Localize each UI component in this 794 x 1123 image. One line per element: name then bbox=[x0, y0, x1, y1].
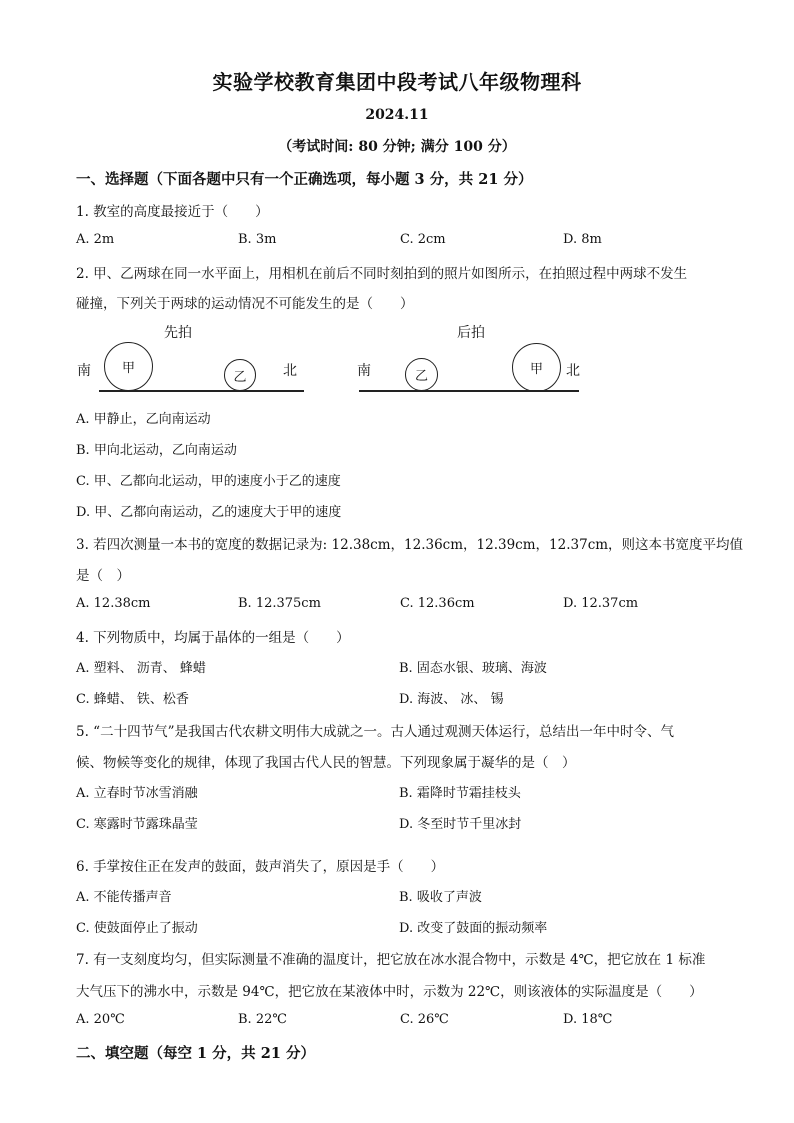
ball-yi-label: 乙 bbox=[414, 369, 428, 384]
exam-info: （考试时间: 80 分钟; 满分 100 分） bbox=[278, 139, 516, 155]
question-3-option-b: B. 12.375cm bbox=[238, 596, 321, 611]
figure-after-ground-line bbox=[359, 390, 579, 392]
question-7-option-d: D. 18℃ bbox=[563, 1012, 613, 1027]
figure-after-ball-jia bbox=[512, 343, 561, 392]
question-7-option-c: C. 26℃ bbox=[400, 1012, 449, 1027]
question-4-stem: 4. 下列物质中，均属于晶体的一组是（ ） bbox=[76, 630, 350, 646]
question-6-option-a: A. 不能传播声音 bbox=[76, 890, 172, 905]
question-5-option-d: D. 冬至时节千里冰封 bbox=[399, 817, 522, 832]
ball-jia-label: 甲 bbox=[529, 362, 543, 377]
question-2-option-a: A. 甲静止，乙向南运动 bbox=[76, 412, 211, 427]
figure-before-ball-yi bbox=[224, 359, 256, 391]
figure-before-ground-line bbox=[99, 390, 304, 392]
question-3-stem-line-1: 3. 若四次测量一本书的宽度的数据记录为: 12.38cm，12.36cm，12.39cm，12.37cm，则这本书宽度平均值 bbox=[76, 537, 744, 553]
question-4-option-b: B. 固态水银、玻璃、海波 bbox=[399, 661, 547, 676]
figure-after-ball-yi bbox=[405, 358, 438, 391]
question-3-option-c: C. 12.36cm bbox=[400, 596, 475, 611]
question-7-stem-line-2: 大气压下的沸水中，示数是 94℃，把它放在某液体中时，示数为 22℃，则该液体的实际温度是（ ） bbox=[76, 984, 703, 1000]
question-3-option-d: D. 12.37cm bbox=[563, 596, 639, 611]
section-1-title: 一、选择题（下面各题中只有一个正确选项，每小题 3 分，共 21 分） bbox=[76, 171, 533, 188]
figure-before-south-label: 南 bbox=[77, 363, 91, 379]
question-1-stem: 1. 教室的高度最接近于（ ） bbox=[76, 204, 269, 220]
question-7-option-b: B. 22℃ bbox=[238, 1012, 287, 1027]
question-6-option-d: D. 改变了鼓面的振动频率 bbox=[399, 921, 548, 936]
question-1-option-b: B. 3m bbox=[238, 232, 277, 247]
ball-jia-label: 甲 bbox=[121, 361, 135, 376]
exam-title: 实验学校教育集团中段考试八年级物理科 bbox=[212, 70, 582, 94]
figure-after-label: 后拍 bbox=[457, 325, 485, 341]
question-6-stem: 6. 手掌按住正在发声的鼓面，鼓声消失了，原因是手（ ） bbox=[76, 859, 445, 875]
question-2-stem-line-1: 2. 甲、乙两球在同一水平面上，用相机在前后不同时刻拍到的照片如图所示，在拍照过程中两球不发生 bbox=[76, 266, 688, 282]
question-2-option-d: D. 甲、乙都向南运动，乙的速度大于甲的速度 bbox=[76, 505, 342, 520]
question-5-option-b: B. 霜降时节霜挂枝头 bbox=[399, 786, 521, 801]
question-4-option-c: C. 蜂蜡、 铁、松香 bbox=[76, 692, 189, 707]
figure-after-south-label: 南 bbox=[357, 363, 371, 379]
question-5-stem-line-2: 候、物候等变化的规律，体现了我国古代人民的智慧。下列现象属于凝华的是（ ） bbox=[76, 755, 576, 771]
question-2-option-c: C. 甲、乙都向北运动，甲的速度小于乙的速度 bbox=[76, 474, 341, 489]
figure-after-north-label: 北 bbox=[566, 363, 580, 379]
question-2-stem-line-2: 碰撞，下列关于两球的运动情况不可能发生的是（ ） bbox=[76, 296, 414, 312]
question-4-option-d: D. 海波、 冰、 锡 bbox=[399, 692, 504, 707]
exam-date: 2024.11 bbox=[365, 107, 429, 123]
figure-before-ball-jia bbox=[104, 342, 153, 391]
question-1-option-d: D. 8m bbox=[563, 232, 602, 247]
question-1-option-c: C. 2cm bbox=[400, 232, 446, 247]
figure-before-north-label: 北 bbox=[283, 363, 297, 379]
question-7-option-a: A. 20℃ bbox=[76, 1012, 125, 1027]
question-4-option-a: A. 塑料、 沥青、 蜂蜡 bbox=[76, 661, 206, 676]
question-1-option-a: A. 2m bbox=[76, 232, 115, 247]
section-2-title: 二、填空题（每空 1 分，共 21 分） bbox=[76, 1045, 315, 1062]
question-2-option-b: B. 甲向北运动，乙向南运动 bbox=[76, 443, 237, 458]
question-6-option-b: B. 吸收了声波 bbox=[399, 890, 482, 905]
question-3-stem-line-2: 是（ ） bbox=[76, 568, 130, 584]
question-3-option-a: A. 12.38cm bbox=[76, 596, 151, 611]
question-5-stem-line-1: 5. “二十四节气”是我国古代农耕文明伟大成就之一。古人通过观测天体运行，总结出一年中时令、气 bbox=[76, 724, 674, 740]
ball-yi-label: 乙 bbox=[233, 369, 247, 385]
question-6-option-c: C. 使鼓面停止了振动 bbox=[76, 921, 198, 936]
question-5-option-c: C. 寒露时节露珠晶莹 bbox=[76, 817, 198, 832]
figure-before-label: 先拍 bbox=[164, 325, 192, 341]
question-5-option-a: A. 立春时节冰雪消融 bbox=[76, 786, 198, 801]
question-7-stem-line-1: 7. 有一支刻度均匀，但实际测量不准确的温度计，把它放在冰水混合物中，示数是 4℃，把它放在 1 标准 bbox=[76, 952, 706, 968]
